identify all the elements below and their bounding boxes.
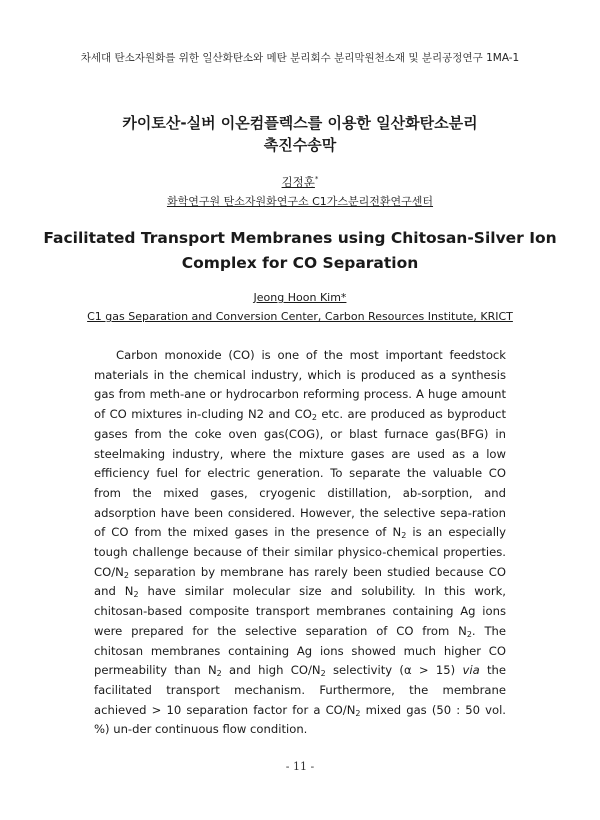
subscript: 2 (466, 629, 472, 639)
korean-title-line-1: 카이토산-실버 이온컴플렉스를 이용한 일산화탄소분리 (122, 114, 478, 132)
english-title-line-2: Complex for CO Separation (181, 254, 419, 272)
subscript: 2 (123, 570, 129, 580)
abstract-text-2: etc. are produced as byproduct gases from the coke oven gas(COG), or blast furnace gas(BFG) in steelmaking industry, where the mixture gases are used as a low efficiency fuel for electric generation. To separate the valuable CO from the mixed gases, cryogenic distillation, ab-sorption, and adsorption have been considered. However, the selective sepa-ration of CO from the mixed gases in the presence of N (94, 407, 506, 540)
english-affiliation: C1 gas Separation and Conversion Center, Carbon Resources Institute, KRICT (87, 310, 513, 323)
subscript: 2 (320, 669, 326, 679)
abstract-text-9: the facilitated transport mechanism. Furthermore, the membrane achieved > 10 separation factor for a CO/N (94, 663, 507, 717)
english-author-name: Jeong Hoon Kim* (253, 291, 347, 304)
korean-author-name: 김정훈 (281, 175, 315, 189)
abstract-text-4: separation by membrane has rarely been studied because CO and N (94, 564, 506, 599)
abstract-text-8: selectivity (α > 15) (325, 663, 463, 678)
korean-title (0, 112, 600, 156)
korean-title-line-2: 촉진수송막 (263, 136, 337, 154)
subscript: 2 (133, 590, 139, 600)
abstract (94, 346, 506, 740)
subscript: 2 (216, 669, 222, 679)
english-title (0, 226, 600, 276)
subscript: 2 (311, 413, 317, 423)
subscript: 2 (355, 708, 361, 718)
english-author (0, 291, 600, 304)
abstract-text-10: mixed gas (50 : 50 vol. %) un-der continuous flow condition. (94, 702, 506, 737)
korean-affiliation: 화학연구원 탄소자원화연구소 C1가스분리전환연구센터 (166, 195, 434, 208)
page-number: - 11 - (285, 760, 315, 773)
italic-via: via (462, 663, 480, 678)
abstract-text-5: have similar molecular size and solubility. In this work, chitosan-based composite transport membranes containing Ag ions were prepared for the selective separation of CO from N (94, 584, 506, 638)
corresponding-author-mark: * (314, 175, 319, 183)
abstract-text-6: . The chitosan membranes containing Ag ions showed much higher CO permeability than N (94, 623, 507, 678)
abstract-text-1: Carbon monoxide (CO) is one of the most important feedstock materials in the chemical industry, which is produced as a synthesis gas from meth-ane or hydrocarbon reforming process. A huge amount of CO mixtures in-cluding N2 and CO (94, 348, 506, 422)
english-title-line-1: Facilitated Transport Membranes using Chitosan-Silver Ion (43, 229, 557, 247)
running-header: 차세대 탄소자원화를 위한 일산화탄소와 메탄 분리회수 분리막원천소재 및 분리공정연구 1MA-1 (80, 52, 520, 64)
abstract-paragraph (94, 346, 506, 740)
korean-author (0, 174, 600, 190)
abstract-text-3: is an especially tough challenge because of their similar physico-chemical properties. CO/N (94, 525, 506, 579)
abstract-text-7: and high CO/N (221, 663, 321, 678)
subscript: 2 (401, 531, 407, 541)
